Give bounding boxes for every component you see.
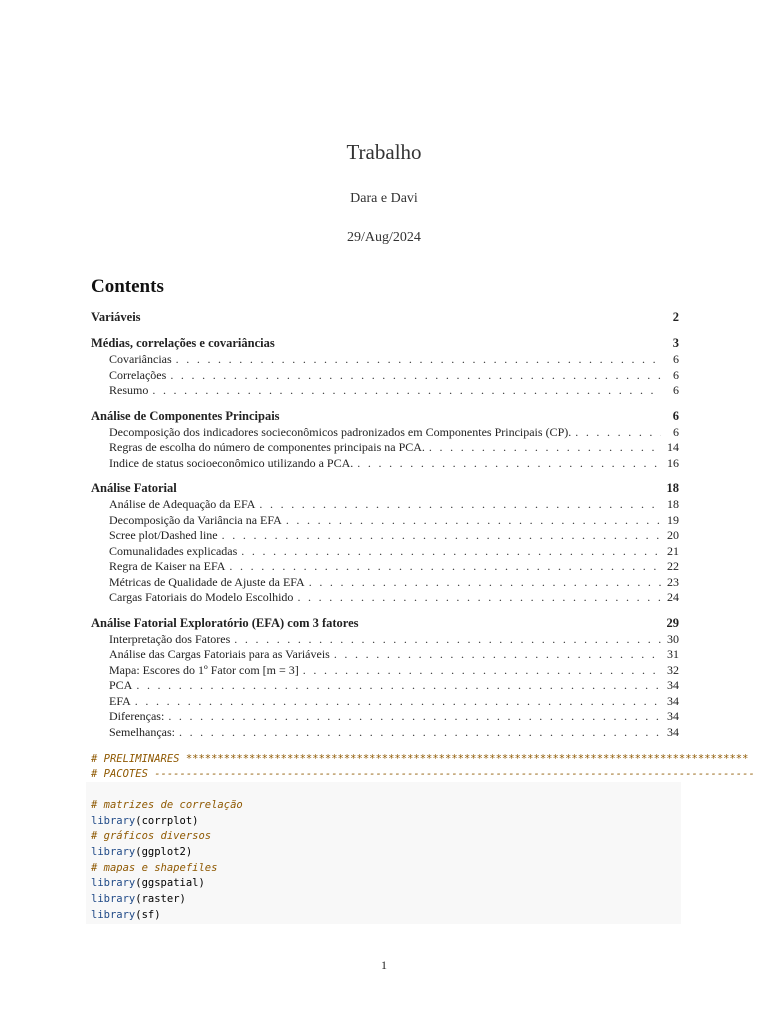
toc-entry-page: 18	[666, 481, 679, 495]
toc-subentry-label: PCA	[109, 678, 133, 692]
toc-subentry-page: 16	[667, 455, 679, 470]
code-line	[91, 892, 243, 908]
code-function: library	[91, 846, 136, 859]
code-comment: # matrizes de correlação	[91, 799, 243, 811]
toc-section	[91, 336, 679, 399]
toc-subentry[interactable]	[91, 725, 679, 741]
toc-subentry[interactable]	[91, 352, 679, 368]
toc-subentry-label: Indice de status socioeconômico utilizando a PCA.	[109, 455, 354, 470]
toc-entry-label: Médias, correlações e covariâncias	[91, 336, 275, 350]
toc-subentry[interactable]	[91, 425, 679, 441]
code-line	[91, 798, 243, 814]
code-function: library	[91, 877, 136, 890]
toc-subentry[interactable]	[91, 513, 679, 529]
toc-leader-dots	[309, 575, 661, 590]
code-header-comments	[91, 752, 768, 782]
document-author: Dara e Davi	[350, 191, 418, 206]
toc-subentry-page: 34	[667, 693, 679, 708]
toc-subentry[interactable]	[91, 383, 679, 399]
toc-leader-dots	[297, 590, 661, 605]
toc-leader-dots	[303, 663, 661, 678]
toc-subentry-page: 21	[667, 543, 679, 558]
toc-leader-dots	[136, 678, 661, 693]
toc-leader-dots	[286, 513, 661, 528]
code-argument: (sf)	[135, 908, 161, 921]
toc-leader-dots	[152, 383, 661, 398]
document-title: Trabalho	[346, 140, 422, 164]
toc-leader-dots	[135, 694, 661, 709]
toc-subentry-page: 6	[673, 383, 679, 397]
toc-subentry[interactable]	[91, 544, 679, 560]
toc-entry[interactable]	[91, 616, 679, 632]
toc-subentry[interactable]	[91, 456, 679, 472]
toc-leader-dots	[176, 352, 661, 367]
toc-entry-page: 2	[672, 310, 679, 324]
toc-section	[91, 409, 679, 472]
toc-subentry-page: 22	[667, 559, 679, 573]
toc-section	[91, 310, 679, 326]
toc-subentry-page: 14	[667, 440, 679, 454]
toc-subentry-label: Comunalidades explicadas	[109, 543, 238, 558]
toc-entry-page: 3	[672, 336, 679, 350]
code-comment-line: # PRELIMINARES *****************************************************************************************	[91, 753, 749, 765]
toc-subentry-page: 6	[673, 424, 679, 439]
toc-entry-label: Análise Fatorial	[91, 481, 177, 495]
toc-subentry-label: Correlações	[109, 367, 167, 382]
toc-subentry-page: 34	[667, 709, 679, 723]
code-lines	[91, 798, 243, 924]
toc-subentry-page: 6	[673, 352, 679, 366]
code-argument: (corrplot)	[135, 814, 199, 827]
toc-subentry[interactable]	[91, 368, 679, 384]
toc-leader-dots	[575, 425, 661, 440]
toc-subentry[interactable]	[91, 663, 679, 679]
toc-subentry[interactable]	[91, 694, 679, 710]
code-argument: (ggplot2)	[135, 846, 193, 859]
toc-subentry-page: 34	[667, 678, 679, 692]
toc-entry[interactable]	[91, 409, 679, 425]
toc-subentry-page: 23	[667, 574, 679, 589]
code-line	[91, 908, 243, 924]
code-comment: # gráficos diversos	[91, 830, 212, 843]
toc-leader-dots	[259, 497, 661, 512]
code-argument: (ggspatial)	[135, 877, 205, 890]
toc-entry-page: 6	[672, 408, 679, 423]
toc-subentry-label: Mapa: Escores do 1º Fator com [m = 3]	[109, 662, 299, 677]
toc-leader-dots	[229, 559, 661, 574]
code-comment: # mapas e shapefiles	[91, 861, 218, 874]
toc-entry[interactable]	[91, 310, 679, 326]
table-of-contents	[91, 310, 679, 750]
toc-section	[91, 481, 679, 606]
toc-subentry-page: 19	[667, 512, 679, 527]
code-function: library	[91, 814, 136, 827]
toc-subentry-label: Decomposição da Variância na EFA	[109, 512, 282, 527]
toc-subentry[interactable]	[91, 678, 679, 694]
code-line	[91, 814, 243, 830]
toc-subentry-page: 30	[667, 631, 679, 646]
toc-section	[91, 616, 679, 741]
code-function: library	[91, 908, 136, 921]
toc-subentry-label: Scree plot/Dashed line	[109, 528, 218, 542]
toc-subentry-page: 32	[667, 662, 679, 677]
toc-leader-dots	[222, 528, 661, 543]
code-line	[91, 876, 243, 892]
toc-subentry-label: Cargas Fatoriais do Modelo Escolhido	[109, 590, 294, 604]
page-number: 1	[381, 958, 387, 972]
toc-subentry-label: Diferenças:	[109, 709, 165, 723]
toc-entry[interactable]	[91, 481, 679, 497]
contents-heading: Contents	[91, 276, 164, 297]
toc-subentry-label: EFA	[109, 693, 131, 708]
toc-subentry-label: Regras de escolha do número de componentes principais na PCA.	[109, 440, 425, 454]
toc-entry-page: 29	[666, 615, 679, 630]
toc-subentry[interactable]	[91, 575, 679, 591]
toc-leader-dots	[429, 440, 661, 455]
toc-leader-dots	[170, 368, 661, 383]
toc-subentry-page: 18	[667, 497, 679, 511]
toc-subentry[interactable]	[91, 528, 679, 544]
toc-leader-dots	[179, 725, 661, 740]
toc-subentry[interactable]	[91, 632, 679, 648]
toc-subentry-page: 31	[667, 647, 679, 661]
toc-subentry-label: Covariâncias	[109, 352, 172, 366]
toc-subentry-label: Resumo	[109, 383, 149, 397]
toc-entry[interactable]	[91, 336, 679, 352]
code-function: library	[91, 893, 136, 906]
toc-leader-dots	[241, 544, 661, 559]
code-line	[91, 845, 243, 861]
toc-subentry-page: 20	[667, 528, 679, 542]
toc-subentry-label: Análise de Adequação da EFA	[109, 497, 256, 511]
toc-leader-dots	[334, 647, 661, 662]
toc-leader-dots	[234, 632, 661, 647]
toc-subentry-page: 24	[667, 590, 679, 604]
toc-subentry[interactable]	[91, 590, 679, 606]
toc-subentry-label: Métricas de Qualidade de Ajuste da EFA	[109, 574, 305, 589]
document-date: 29/Aug/2024	[347, 230, 421, 245]
toc-leader-dots	[357, 456, 661, 471]
code-block	[86, 782, 681, 924]
code-line	[91, 861, 243, 877]
toc-subentry-label: Análise das Cargas Fatoriais para as Variáveis	[109, 647, 330, 661]
toc-subentry-page: 34	[667, 724, 679, 739]
toc-subentry[interactable]	[91, 559, 679, 575]
toc-subentry-page: 6	[673, 367, 679, 382]
toc-subentry[interactable]	[91, 440, 679, 456]
toc-subentry[interactable]	[91, 709, 679, 725]
toc-subentry-label: Decomposição dos indicadores socieconômicos padronizados em Componentes Principais (CP).	[109, 424, 572, 439]
toc-subentry-label: Regra de Kaiser na EFA	[109, 559, 226, 573]
toc-subentry[interactable]	[91, 647, 679, 663]
code-argument: (raster)	[135, 893, 186, 906]
toc-entry-label: Análise Fatorial Exploratório (EFA) com 3 fatores	[91, 615, 359, 630]
toc-entry-label: Variáveis	[91, 310, 141, 324]
code-comment-line: # PACOTES -----------------------------------------------------------------------------------------------	[91, 768, 755, 780]
toc-subentry-label: Semelhanças:	[109, 724, 175, 739]
toc-entry-label: Análise de Componentes Principais	[91, 408, 280, 423]
toc-subentry-label: Interpretação dos Fatores	[109, 631, 231, 646]
code-line	[91, 829, 243, 845]
toc-subentry[interactable]	[91, 497, 679, 513]
toc-leader-dots	[168, 709, 661, 724]
